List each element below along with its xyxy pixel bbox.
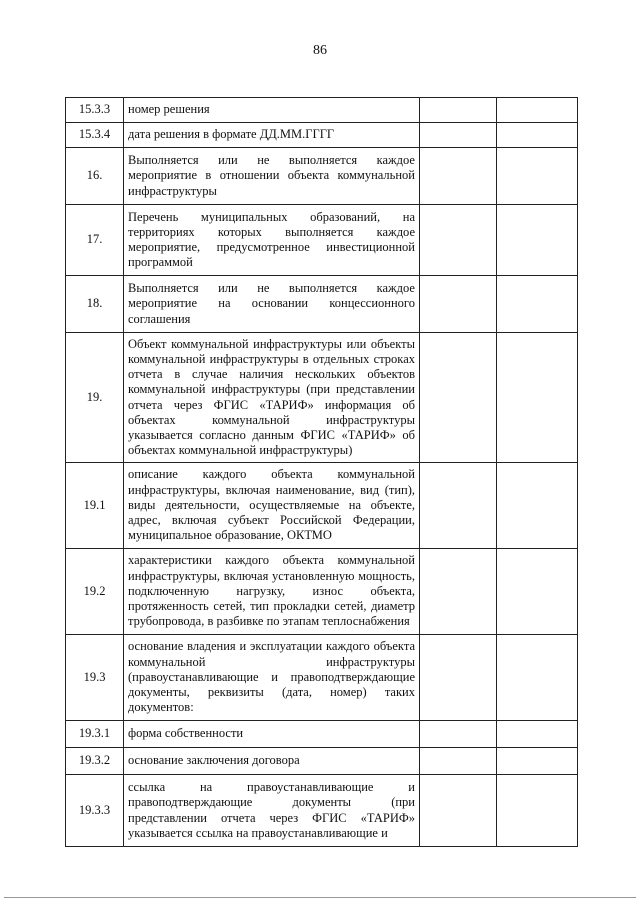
row-description: Выполняется или не выполняется каждое мероприятие в отношении объекта коммунальной инфраструктуры [124, 148, 420, 205]
value-cell [497, 276, 578, 333]
row-number: 19.3.2 [66, 748, 124, 775]
row-number: 19.1 [66, 463, 124, 549]
row-number: 15.3.3 [66, 98, 124, 123]
row-number: 19. [66, 333, 124, 463]
page-bottom-rule [4, 897, 636, 898]
value-cell [420, 276, 497, 333]
value-cell [497, 748, 578, 775]
value-cell [497, 463, 578, 549]
row-number: 19.3.1 [66, 721, 124, 748]
value-cell [420, 721, 497, 748]
table-row [66, 635, 578, 721]
table-row [66, 98, 578, 123]
row-number: 17. [66, 205, 124, 276]
table-row [66, 721, 578, 748]
value-cell [420, 148, 497, 205]
row-number: 18. [66, 276, 124, 333]
value-cell [420, 98, 497, 123]
value-cell [420, 549, 497, 635]
row-description: Объект коммунальной инфраструктуры или объекты коммунальной инфраструктуры в отдельных строках отчета в случае наличия нескольких объектов коммунальной инфраструктуры (при представлении отчета через ФГИС «ТАРИФ» информация об объектах коммунальной инфраструктуры указывается согласно данным ФГИС «ТАРИФ» об объектах коммунальной инфраструктуры) [124, 333, 420, 463]
value-cell [497, 549, 578, 635]
value-cell [420, 635, 497, 721]
row-number: 19.2 [66, 549, 124, 635]
value-cell [497, 333, 578, 463]
table-row [66, 748, 578, 775]
row-number: 15.3.4 [66, 123, 124, 148]
row-description: форма собственности [124, 721, 420, 748]
row-description: основание владения и эксплуатации каждого объекта коммунальной инфраструктуры (правоустанавливающие и правоподтверждающие документы, реквизиты (дата, номер) таких документов: [124, 635, 420, 721]
value-cell [420, 748, 497, 775]
row-description: номер решения [124, 98, 420, 123]
value-cell [420, 123, 497, 148]
row-number: 16. [66, 148, 124, 205]
requirements-table [65, 97, 578, 847]
value-cell [497, 205, 578, 276]
value-cell [497, 635, 578, 721]
row-description: Выполняется или не выполняется каждое мероприятие на основании концессионного соглашения [124, 276, 420, 333]
table-row [66, 205, 578, 276]
row-description: дата решения в формате ДД.ММ.ГГГГ [124, 123, 420, 148]
table-row [66, 148, 578, 205]
row-number: 19.3 [66, 635, 124, 721]
row-description: характеристики каждого объекта коммунальной инфраструктуры, включая установленную мощность, подключенную нагрузку, износ объекта, протяженность сетей, тип прокладки сетей, диаметр трубопровода, в разбивке по этапам теплоснабжения [124, 549, 420, 635]
table-row [66, 123, 578, 148]
table-row [66, 775, 578, 847]
row-description: Перечень муниципальных образований, на территориях которых выполняется каждое мероприятие, предусмотренное инвестиционной программой [124, 205, 420, 276]
value-cell [420, 205, 497, 276]
value-cell [420, 333, 497, 463]
value-cell [497, 721, 578, 748]
table-row [66, 333, 578, 463]
value-cell [497, 123, 578, 148]
row-description: ссылка на правоустанавливающие и правоподтверждающие документы (при представлении отчета через ФГИС «ТАРИФ» указывается ссылка на правоустанавливающие и [124, 775, 420, 847]
row-number: 19.3.3 [66, 775, 124, 847]
table-row [66, 463, 578, 549]
table-row [66, 276, 578, 333]
value-cell [420, 775, 497, 847]
row-description: описание каждого объекта коммунальной инфраструктуры, включая наименование, вид (тип), виды деятельности, осуществляемые на объекте, адрес, включая субъект Российской Федерации, муниципальное образование, ОКТМО [124, 463, 420, 549]
table-row [66, 549, 578, 635]
row-description: основание заключения договора [124, 748, 420, 775]
value-cell [497, 148, 578, 205]
value-cell [420, 463, 497, 549]
value-cell [497, 775, 578, 847]
page-number: 86 [313, 43, 327, 58]
value-cell [497, 98, 578, 123]
